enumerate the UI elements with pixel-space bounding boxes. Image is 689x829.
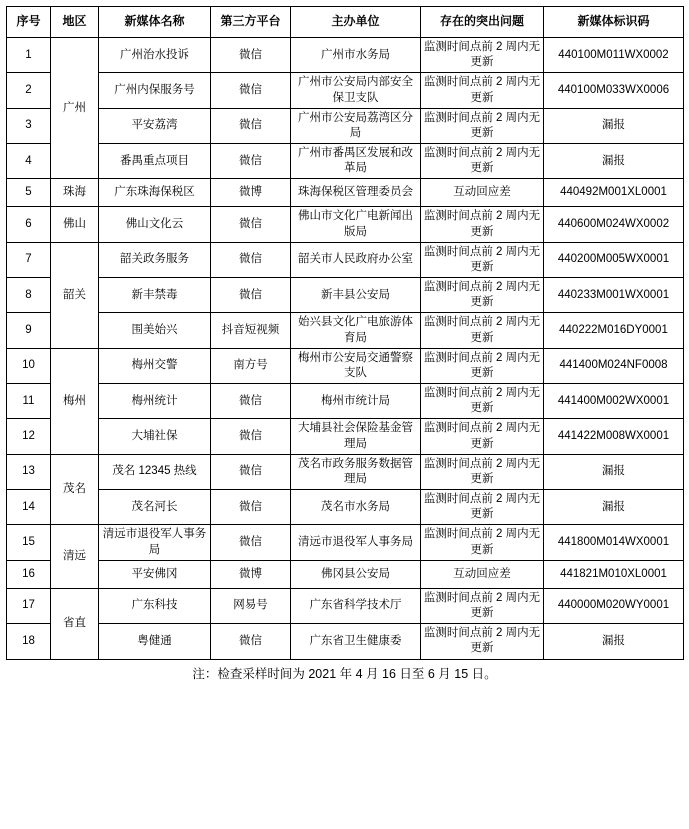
cell-no: 2 [7, 73, 51, 108]
cell-media-name: 茂名河长 [99, 490, 211, 525]
cell-problem: 监测时间点前 2 周内无更新 [421, 454, 544, 489]
cell-sponsor: 新丰县公安局 [291, 278, 421, 313]
cell-code: 漏报 [544, 490, 684, 525]
cell-platform: 微信 [211, 38, 291, 73]
cell-code: 441800M014WX0001 [544, 525, 684, 560]
cell-media-name: 梅州交警 [99, 348, 211, 383]
cell-no: 16 [7, 560, 51, 588]
cell-media-name: 梅州统计 [99, 384, 211, 419]
cell-sponsor: 广州市水务局 [291, 38, 421, 73]
cell-code: 440492M001XL0001 [544, 179, 684, 207]
cell-platform: 微博 [211, 179, 291, 207]
cell-problem: 监测时间点前 2 周内无更新 [421, 73, 544, 108]
cell-no: 11 [7, 384, 51, 419]
cell-platform: 微信 [211, 144, 291, 179]
cell-region: 省直 [51, 588, 99, 659]
column-header-media-name: 新媒体名称 [99, 7, 211, 38]
table-row [7, 624, 684, 659]
table-row [7, 490, 684, 525]
cell-region: 茂名 [51, 454, 99, 525]
cell-code: 440233M001WX0001 [544, 278, 684, 313]
cell-platform: 微信 [211, 454, 291, 489]
cell-platform: 微信 [211, 490, 291, 525]
table-row [7, 419, 684, 454]
column-header-problem: 存在的突出问题 [421, 7, 544, 38]
cell-problem: 监测时间点前 2 周内无更新 [421, 313, 544, 348]
cell-platform: 微信 [211, 207, 291, 242]
cell-no: 15 [7, 525, 51, 560]
cell-sponsor: 广东省科学技术厅 [291, 588, 421, 623]
cell-no: 13 [7, 454, 51, 489]
cell-problem: 监测时间点前 2 周内无更新 [421, 242, 544, 277]
table-header [7, 7, 684, 38]
table-row [7, 179, 684, 207]
footnote: 注：检查采样时间为 2021 年 4 月 16 日至 6 月 15 日。 [192, 666, 497, 681]
cell-problem: 监测时间点前 2 周内无更新 [421, 207, 544, 242]
cell-no: 7 [7, 242, 51, 277]
cell-sponsor: 茂名市水务局 [291, 490, 421, 525]
cell-no: 18 [7, 624, 51, 659]
cell-sponsor: 始兴县文化广电旅游体育局 [291, 313, 421, 348]
table-row [7, 144, 684, 179]
table-row [7, 38, 684, 73]
cell-no: 9 [7, 313, 51, 348]
table-row [7, 384, 684, 419]
cell-problem: 监测时间点前 2 周内无更新 [421, 278, 544, 313]
cell-sponsor: 茂名市政务服务数据管理局 [291, 454, 421, 489]
cell-no: 14 [7, 490, 51, 525]
cell-code: 漏报 [544, 108, 684, 143]
cell-region: 珠海 [51, 179, 99, 207]
cell-platform: 微信 [211, 525, 291, 560]
cell-code: 441821M010XL0001 [544, 560, 684, 588]
table-row [7, 313, 684, 348]
cell-problem: 监测时间点前 2 周内无更新 [421, 525, 544, 560]
column-header-no: 序号 [7, 7, 51, 38]
cell-media-name: 围美始兴 [99, 313, 211, 348]
cell-sponsor: 清远市退役军人事务局 [291, 525, 421, 560]
cell-problem: 监测时间点前 2 周内无更新 [421, 38, 544, 73]
cell-media-name: 平安佛冈 [99, 560, 211, 588]
cell-media-name: 韶关政务服务 [99, 242, 211, 277]
cell-platform: 微信 [211, 419, 291, 454]
cell-no: 10 [7, 348, 51, 383]
cell-problem: 监测时间点前 2 周内无更新 [421, 144, 544, 179]
table-row [7, 588, 684, 623]
cell-media-name: 广州内保服务号 [99, 73, 211, 108]
cell-platform: 微博 [211, 560, 291, 588]
table-row [7, 108, 684, 143]
cell-no: 17 [7, 588, 51, 623]
table-body [7, 38, 684, 660]
cell-problem: 监测时间点前 2 周内无更新 [421, 624, 544, 659]
cell-platform: 微信 [211, 624, 291, 659]
cell-no: 4 [7, 144, 51, 179]
cell-no: 6 [7, 207, 51, 242]
cell-platform: 微信 [211, 384, 291, 419]
table-row [7, 525, 684, 560]
cell-no: 8 [7, 278, 51, 313]
cell-media-name: 清远市退役军人事务局 [99, 525, 211, 560]
cell-sponsor: 大埔县社会保险基金管理局 [291, 419, 421, 454]
cell-sponsor: 佛山市文化广电新闻出版局 [291, 207, 421, 242]
cell-platform: 网易号 [211, 588, 291, 623]
cell-region: 梅州 [51, 348, 99, 454]
cell-media-name: 广东珠海保税区 [99, 179, 211, 207]
cell-region: 韶关 [51, 242, 99, 348]
cell-no: 3 [7, 108, 51, 143]
cell-sponsor: 广州市番禺区发展和改革局 [291, 144, 421, 179]
cell-problem: 监测时间点前 2 周内无更新 [421, 588, 544, 623]
table-row [7, 560, 684, 588]
cell-problem: 监测时间点前 2 周内无更新 [421, 419, 544, 454]
cell-code: 440222M016DY0001 [544, 313, 684, 348]
table-row [7, 73, 684, 108]
table-row [7, 278, 684, 313]
column-header-region: 地区 [51, 7, 99, 38]
cell-platform: 微信 [211, 242, 291, 277]
cell-code: 441400M002WX0001 [544, 384, 684, 419]
cell-code: 440000M020WY0001 [544, 588, 684, 623]
cell-code: 441422M008WX0001 [544, 419, 684, 454]
cell-media-name: 平安荔湾 [99, 108, 211, 143]
column-header-code: 新媒体标识码 [544, 7, 684, 38]
cell-media-name: 广东科技 [99, 588, 211, 623]
cell-problem: 监测时间点前 2 周内无更新 [421, 348, 544, 383]
column-header-sponsor: 主办单位 [291, 7, 421, 38]
cell-code: 440200M005WX0001 [544, 242, 684, 277]
cell-sponsor: 梅州市公安局交通警察支队 [291, 348, 421, 383]
cell-platform: 南方号 [211, 348, 291, 383]
cell-sponsor: 佛冈县公安局 [291, 560, 421, 588]
cell-problem: 互动回应差 [421, 560, 544, 588]
table-header-row [7, 7, 684, 38]
cell-problem: 监测时间点前 2 周内无更新 [421, 490, 544, 525]
cell-code: 漏报 [544, 624, 684, 659]
cell-no: 5 [7, 179, 51, 207]
cell-no: 1 [7, 38, 51, 73]
cell-platform: 微信 [211, 278, 291, 313]
cell-region: 清远 [51, 525, 99, 588]
cell-media-name: 粤健通 [99, 624, 211, 659]
cell-platform: 微信 [211, 73, 291, 108]
cell-code: 漏报 [544, 454, 684, 489]
media-inspection-table [6, 6, 684, 660]
cell-problem: 监测时间点前 2 周内无更新 [421, 108, 544, 143]
cell-sponsor: 广州市公安局荔湾区分局 [291, 108, 421, 143]
table-row [7, 454, 684, 489]
table-row [7, 242, 684, 277]
cell-problem: 互动回应差 [421, 179, 544, 207]
cell-problem: 监测时间点前 2 周内无更新 [421, 384, 544, 419]
cell-media-name: 广州治水投诉 [99, 38, 211, 73]
column-header-platform: 第三方平台 [211, 7, 291, 38]
cell-sponsor: 广东省卫生健康委 [291, 624, 421, 659]
cell-sponsor: 珠海保税区管理委员会 [291, 179, 421, 207]
cell-code: 441400M024NF0008 [544, 348, 684, 383]
cell-media-name: 新丰禁毒 [99, 278, 211, 313]
cell-platform: 微信 [211, 108, 291, 143]
cell-platform: 抖音短视频 [211, 313, 291, 348]
cell-code: 440600M024WX0002 [544, 207, 684, 242]
cell-media-name: 佛山文化云 [99, 207, 211, 242]
cell-media-name: 大埔社保 [99, 419, 211, 454]
cell-no: 12 [7, 419, 51, 454]
cell-code: 440100M033WX0006 [544, 73, 684, 108]
cell-media-name: 番禺重点项目 [99, 144, 211, 179]
cell-region: 广州 [51, 38, 99, 179]
cell-code: 440100M011WX0002 [544, 38, 684, 73]
cell-sponsor: 梅州市统计局 [291, 384, 421, 419]
cell-code: 漏报 [544, 144, 684, 179]
cell-region: 佛山 [51, 207, 99, 242]
cell-media-name: 茂名 12345 热线 [99, 454, 211, 489]
cell-sponsor: 广州市公安局内部安全保卫支队 [291, 73, 421, 108]
table-row [7, 207, 684, 242]
table-row [7, 348, 684, 383]
cell-sponsor: 韶关市人民政府办公室 [291, 242, 421, 277]
